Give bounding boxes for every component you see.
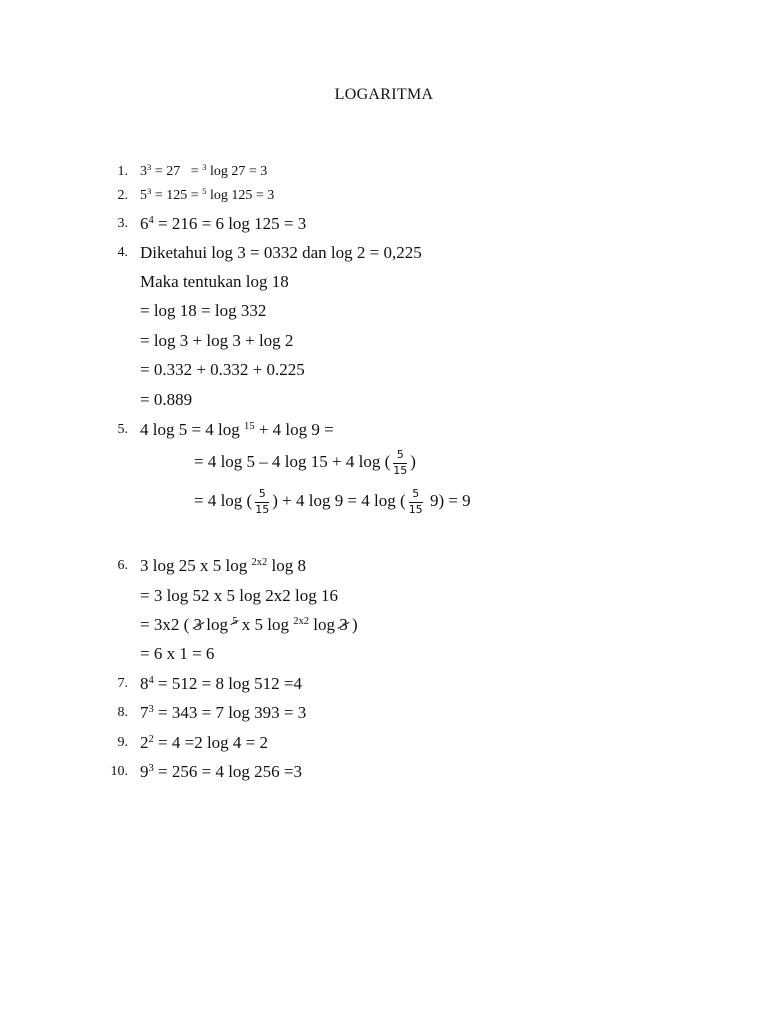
item-text: $7^3 = 343 = 7$ log 393 = 3 (140, 703, 307, 722)
item-text: = 0.332 + 0.332 + 0.225 (140, 360, 305, 379)
item-text: 4 log 5 = 4 log $^{15}$ + 4 log 9 = (140, 420, 334, 439)
item-text: Diketahui log 3 = 0332 dan log 2 = 0,225 (140, 243, 422, 262)
item-number: 7. (117, 676, 128, 691)
item-text: = 4 log 5 – 4 log 15 + 4 log ( $\frac{5}{15}$ ) (194, 448, 416, 477)
item-number: 3. (117, 216, 128, 231)
item-text: 3 log 25 x 5 log $^{2x2}$ log 8 (140, 556, 306, 575)
item-text: = 3x2 ( 3 log $^5$ x 5 log $^{2x2}$ log 3 ) (140, 615, 358, 634)
fraction: $\frac{5}{15}$ (408, 487, 423, 516)
item-text: $5^3 = 125 = ^5$ log 125 = 3 (140, 186, 275, 203)
item-number: 10. (110, 764, 128, 779)
item-text: $9^3 = 256 = 4$ log 256 =3 (140, 762, 303, 781)
item-text: $3^3 = 27 = ^3$ log 27 = 3 (140, 162, 268, 179)
item-text: = log 18 = log 332 (140, 301, 267, 320)
item-number: 2. (117, 188, 128, 203)
item-number: 6. (117, 558, 128, 573)
item-text: = 6 x 1 = 6 (140, 644, 215, 663)
item-number: 4. (117, 245, 128, 260)
page-title: LOGARITMA (334, 86, 434, 103)
item-text: = 3 log 52 x 5 log 2x2 log 16 (140, 586, 339, 605)
item-text: $2^2 = 4 =2$ log 4 = 2 (140, 733, 269, 752)
item-number: 8. (117, 705, 128, 720)
item-number: 9. (117, 735, 128, 750)
item-text: $6^4 = 216 = 6$ log 125 = 3 (140, 214, 307, 233)
item-text: = 0.889 (140, 390, 193, 409)
fraction: $\frac{5}{15}$ (393, 448, 408, 477)
item-text: $8^4 = 512 = 8$ log 512 =4 (140, 674, 303, 693)
item-number: 1. (117, 164, 128, 179)
crossed-out-number: 3 (193, 615, 202, 634)
item-text: = log 3 + log 3 + log 2 (140, 331, 294, 350)
fraction: $\frac{5}{15}$ (255, 487, 270, 516)
crossed-out-number: 3 (339, 615, 348, 634)
item-number: 5. (117, 422, 128, 437)
item-text: Maka tentukan log 18 (140, 272, 289, 291)
item-text: = 4 log ( $\frac{5}{15}$ ) + 4 log 9 = 4 log ( $\frac{5}{15}$ 9) = 9 (194, 487, 471, 516)
